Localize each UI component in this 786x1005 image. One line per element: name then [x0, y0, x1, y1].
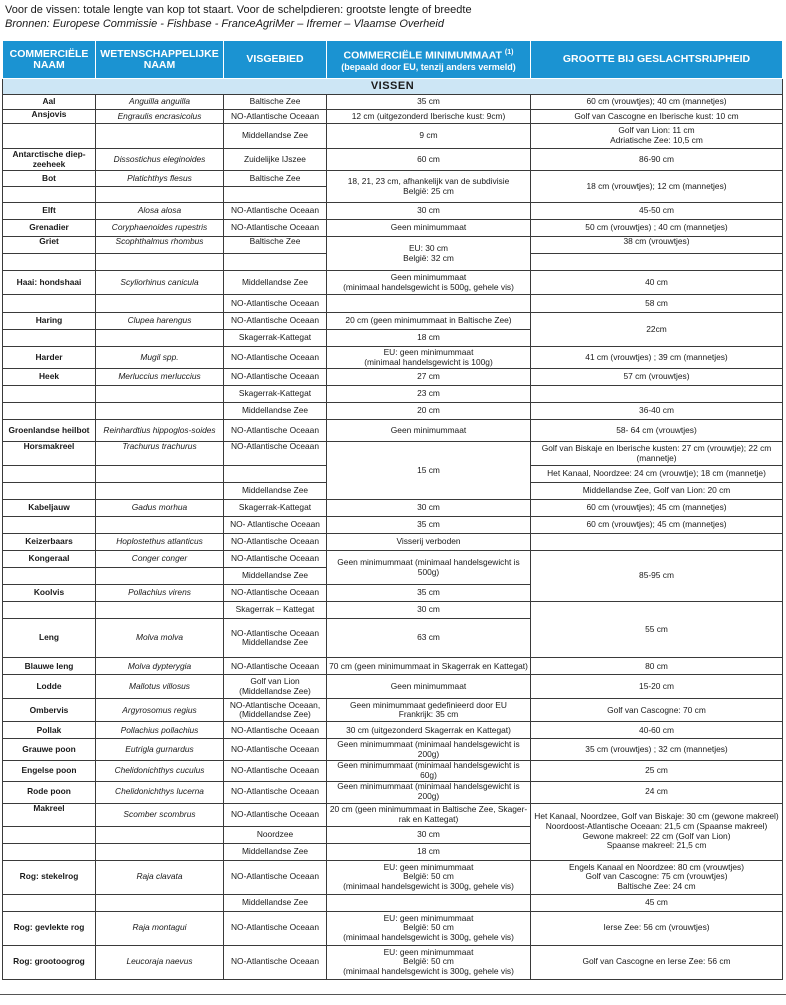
cell-scientific-name: Scomber scombrus: [96, 803, 224, 826]
cell-scientific-name: Molva dypterygia: [96, 658, 224, 675]
cell-minimum-size: 27 cm: [327, 369, 531, 386]
cell-fishing-area: Middellandse Zee: [224, 894, 327, 911]
cell-commercial-name: [3, 187, 96, 203]
cell-commercial-name: Haai: hondshaai: [3, 271, 96, 295]
cell-maturity-size: 24 cm: [531, 781, 783, 803]
cell-maturity-size: 35 cm (vrouwtjes) ; 32 cm (mannetjes): [531, 739, 783, 761]
cell-commercial-name: Groenlandse heilbot: [3, 420, 96, 442]
cell-scientific-name: [96, 254, 224, 271]
cell-minimum-size: EU: geen minimummaat België: 50 cm (minimaal handelsgewicht is 300g, gehele vis): [327, 911, 531, 945]
cell-scientific-name: [96, 894, 224, 911]
cell-commercial-name: Rog: grootoogrog: [3, 945, 96, 979]
cell-minimum-size: 35 cm: [327, 517, 531, 534]
cell-commercial-name: Horsmakreel: [3, 442, 96, 466]
intro-line-measure: Voor de vissen: totale lengte van kop tot staart. Voor de schelpdieren: grootste lengte of breedte: [5, 4, 472, 16]
cell-commercial-name: [3, 826, 96, 843]
cell-maturity-size: 86-90 cm: [531, 149, 783, 171]
cell-maturity-size: 25 cm: [531, 761, 783, 781]
cell-maturity-size: Golf van Biskaje en Iberische kusten: 27 cm (vrouwtje); 22 cm (mannetje): [531, 442, 783, 466]
header-fishing-area: VISGEBIED: [224, 41, 327, 79]
cell-minimum-size: 30 cm: [327, 500, 531, 517]
cell-minimum-size: 30 cm: [327, 826, 531, 843]
cell-fishing-area: Middellandse Zee: [224, 483, 327, 500]
cell-scientific-name: Trachurus trachurus: [96, 442, 224, 466]
cell-minimum-size: EU: geen minimummaat (minimaal handelsgewicht is 100g): [327, 347, 531, 369]
table-row: [3, 602, 783, 619]
table-row: [3, 739, 783, 761]
cell-commercial-name: [3, 466, 96, 483]
table-row: [3, 403, 783, 420]
cell-maturity-size: Golf van Cascogne: 70 cm: [531, 699, 783, 722]
cell-minimum-size: 18 cm: [327, 330, 531, 347]
fish-size-table: [2, 40, 783, 980]
table-row: [3, 220, 783, 237]
cell-fishing-area: NO-Atlantische Oceaan: [224, 203, 327, 220]
cell-maturity-size: 15-20 cm: [531, 675, 783, 699]
cell-commercial-name: Ombervis: [3, 699, 96, 722]
table-row: [3, 675, 783, 699]
cell-maturity-size: 45-50 cm: [531, 203, 783, 220]
cell-commercial-name: [3, 124, 96, 149]
cell-commercial-name: [3, 843, 96, 860]
cell-minimum-size: EU: geen minimummaat België: 50 cm (minimaal handelsgewicht is 300g, gehele vis): [327, 860, 531, 894]
cell-commercial-name: Rog: gevlekte rog: [3, 911, 96, 945]
cell-commercial-name: Rode poon: [3, 781, 96, 803]
cell-minimum-size: 18, 21, 23 cm, afhankelijk van de subdivisie België: 25 cm: [327, 171, 531, 203]
cell-minimum-size: 70 cm (geen minimummaat in Skagerrak en Kattegat): [327, 658, 531, 675]
cell-commercial-name: Lodde: [3, 675, 96, 699]
table-row: [3, 860, 783, 894]
cell-scientific-name: Conger conger: [96, 551, 224, 568]
cell-scientific-name: Reinhardtius hippoglos-soides: [96, 420, 224, 442]
table-row: [3, 945, 783, 979]
cell-fishing-area: Golf van Lion (Middellandse Zee): [224, 675, 327, 699]
cell-fishing-area: NO-Atlantische Oceaan, (Middellandse Zee): [224, 699, 327, 722]
cell-scientific-name: [96, 187, 224, 203]
cell-fishing-area: NO-Atlantische Oceaan: [224, 781, 327, 803]
cell-maturity-size: 45 cm: [531, 894, 783, 911]
section-row: [3, 79, 783, 95]
header-maturity-size: GROOTTE BIJ GESLACHTSRIJPHEID: [531, 41, 783, 79]
cell-maturity-size: Ierse Zee: 56 cm (vrouwtjes): [531, 911, 783, 945]
cell-minimum-size: 63 cm: [327, 619, 531, 658]
cell-fishing-area: NO-Atlantische Oceaan: [224, 585, 327, 602]
cell-minimum-size: Geen minimummaat: [327, 420, 531, 442]
cell-maturity-size: Middellandse Zee, Golf van Lion: 20 cm: [531, 483, 783, 500]
cell-scientific-name: [96, 124, 224, 149]
cell-commercial-name: Rog: stekelrog: [3, 860, 96, 894]
cell-minimum-size: Geen minimummaat (minimaal handelsgewicht is 500g, gehele vis): [327, 271, 531, 295]
bottom-divider: [0, 994, 786, 995]
cell-maturity-size: Golf van Cascogne en Iberische kust: 10 cm: [531, 110, 783, 124]
cell-fishing-area: NO-Atlantische Oceaan: [224, 220, 327, 237]
cell-maturity-size: 85-95 cm: [531, 551, 783, 602]
cell-scientific-name: Pollachius virens: [96, 585, 224, 602]
cell-scientific-name: Merluccius merluccius: [96, 369, 224, 386]
cell-fishing-area: Noordzee: [224, 826, 327, 843]
table-row: [3, 295, 783, 313]
cell-maturity-size: 58 cm: [531, 295, 783, 313]
cell-fishing-area: NO-Atlantische Oceaan: [224, 313, 327, 330]
cell-maturity-size: 55 cm: [531, 602, 783, 658]
cell-fishing-area: NO-Atlantische Oceaan: [224, 442, 327, 466]
cell-fishing-area: NO-Atlantische Oceaan: [224, 347, 327, 369]
cell-fishing-area: NO-Atlantische Oceaan: [224, 295, 327, 313]
cell-fishing-area: Skagerrak-Kattegat: [224, 386, 327, 403]
table-row: [3, 149, 783, 171]
table-row: [3, 781, 783, 803]
cell-maturity-size: 60 cm (vrouwtjes); 45 cm (mannetjes): [531, 517, 783, 534]
cell-minimum-size: EU: geen minimummaat België: 50 cm (minimaal handelsgewicht is 300g, gehele vis): [327, 945, 531, 979]
table-row: [3, 551, 783, 568]
cell-scientific-name: [96, 602, 224, 619]
cell-fishing-area: NO-Atlantische Oceaan: [224, 911, 327, 945]
cell-maturity-size: 36-40 cm: [531, 403, 783, 420]
cell-minimum-size: 12 cm (uitgezonderd Iberische kust: 9cm): [327, 110, 531, 124]
cell-minimum-size: 20 cm: [327, 403, 531, 420]
cell-fishing-area: NO-Atlantische Oceaan: [224, 658, 327, 675]
cell-commercial-name: Bot: [3, 171, 96, 187]
intro-text: [5, 3, 472, 31]
cell-maturity-size: Golf van Cascogne en Ierse Zee: 56 cm: [531, 945, 783, 979]
cell-minimum-size: Geen minimummaat (minimaal handelsgewicht is 200g): [327, 781, 531, 803]
cell-maturity-size: 80 cm: [531, 658, 783, 675]
cell-scientific-name: Chelidonichthys lucerna: [96, 781, 224, 803]
cell-scientific-name: Mugil spp.: [96, 347, 224, 369]
cell-maturity-size: [531, 386, 783, 403]
cell-scientific-name: Coryphaenoides rupestris: [96, 220, 224, 237]
cell-fishing-area: NO-Atlantische Oceaan: [224, 722, 327, 739]
cell-scientific-name: [96, 386, 224, 403]
table-row: [3, 658, 783, 675]
cell-scientific-name: [96, 466, 224, 483]
cell-fishing-area: Middellandse Zee: [224, 403, 327, 420]
table-row: [3, 124, 783, 149]
cell-maturity-size: Het Kanaal, Noordzee, Golf van Biskaje: 30 cm (gewone makreel) Noordoost-Atlantische Oceaan: 21,5 cm (Spaanse makreel) Gewone makreel: 22 cm (Golf van Lion) Spaanse makreel: 21,5 cm: [531, 803, 783, 860]
table-row: [3, 237, 783, 254]
cell-commercial-name: Engelse poon: [3, 761, 96, 781]
cell-scientific-name: [96, 295, 224, 313]
cell-minimum-size: 20 cm (geen minimummaat in Baltische Zee): [327, 313, 531, 330]
cell-commercial-name: Grenadier: [3, 220, 96, 237]
cell-fishing-area: Middellandse Zee: [224, 124, 327, 149]
cell-fishing-area: Zuidelijke IJszee: [224, 149, 327, 171]
cell-scientific-name: [96, 330, 224, 347]
cell-minimum-size: Geen minimummaat gedefinieerd door EU Frankrijk: 35 cm: [327, 699, 531, 722]
table-row: [3, 442, 783, 466]
cell-commercial-name: Ansjovis: [3, 110, 96, 124]
cell-scientific-name: Engraulis encrasicolus: [96, 110, 224, 124]
table-row: [3, 110, 783, 124]
cell-minimum-size: 35 cm: [327, 95, 531, 110]
cell-minimum-size: [327, 295, 531, 313]
header-commercial-name: COMMERCIËLE NAAM: [3, 41, 96, 79]
cell-maturity-size: 41 cm (vrouwtjes) ; 39 cm (mannetjes): [531, 347, 783, 369]
cell-scientific-name: Raja montagui: [96, 911, 224, 945]
cell-minimum-size: 20 cm (geen minimummaat in Baltische Zee, Skager- rak en Kattegat): [327, 803, 531, 826]
cell-commercial-name: [3, 254, 96, 271]
cell-scientific-name: [96, 483, 224, 500]
table-row: [3, 203, 783, 220]
cell-commercial-name: [3, 894, 96, 911]
cell-fishing-area: Middellandse Zee: [224, 568, 327, 585]
cell-minimum-size: 35 cm: [327, 585, 531, 602]
cell-minimum-size: 9 cm: [327, 124, 531, 149]
table-header-row: [3, 41, 783, 79]
cell-minimum-size: 30 cm (uitgezonderd Skagerrak en Kattegat): [327, 722, 531, 739]
cell-fishing-area: NO-Atlantische Oceaan: [224, 551, 327, 568]
cell-commercial-name: [3, 386, 96, 403]
cell-commercial-name: Heek: [3, 369, 96, 386]
header-minimum-size-label: COMMERCIËLE MINIMUMMAAT: [343, 49, 502, 62]
table-body: [3, 79, 783, 980]
cell-commercial-name: Haring: [3, 313, 96, 330]
cell-scientific-name: Dissostichus eleginoides: [96, 149, 224, 171]
cell-scientific-name: [96, 843, 224, 860]
cell-commercial-name: Blauwe leng: [3, 658, 96, 675]
cell-minimum-size: Geen minimummaat (minimaal handelsgewicht is 200g): [327, 739, 531, 761]
cell-commercial-name: Koolvis: [3, 585, 96, 602]
cell-minimum-size: Geen minimummaat: [327, 675, 531, 699]
cell-maturity-size: 22cm: [531, 313, 783, 347]
cell-minimum-size: 30 cm: [327, 203, 531, 220]
header-minimum-size-footnote: (1): [504, 49, 514, 57]
cell-fishing-area: Baltische Zee: [224, 95, 327, 110]
cell-fishing-area: NO-Atlantische Oceaan: [224, 945, 327, 979]
cell-scientific-name: Molva molva: [96, 619, 224, 658]
cell-commercial-name: Leng: [3, 619, 96, 658]
cell-fishing-area: Middellandse Zee: [224, 843, 327, 860]
cell-minimum-size: 15 cm: [327, 442, 531, 500]
cell-scientific-name: Raja clavata: [96, 860, 224, 894]
cell-fishing-area: NO- Atlantische Oceaan: [224, 517, 327, 534]
cell-fishing-area: Skagerrak-Kattegat: [224, 500, 327, 517]
cell-scientific-name: [96, 568, 224, 585]
table-row: [3, 803, 783, 826]
cell-commercial-name: [3, 602, 96, 619]
cell-maturity-size: 40-60 cm: [531, 722, 783, 739]
cell-commercial-name: Griet: [3, 237, 96, 254]
cell-scientific-name: [96, 826, 224, 843]
cell-minimum-size: Geen minimummaat (minimaal handelsgewicht is 60g): [327, 761, 531, 781]
cell-maturity-size: [531, 254, 783, 271]
table-row: [3, 534, 783, 551]
cell-scientific-name: Gadus morhua: [96, 500, 224, 517]
table-row: [3, 500, 783, 517]
cell-fishing-area: Skagerrak-Kattegat: [224, 330, 327, 347]
cell-fishing-area: [224, 187, 327, 203]
cell-fishing-area: NO-Atlantische Oceaan: [224, 534, 327, 551]
cell-commercial-name: [3, 295, 96, 313]
table-row: [3, 95, 783, 110]
table-row: [3, 722, 783, 739]
cell-commercial-name: [3, 568, 96, 585]
cell-commercial-name: Harder: [3, 347, 96, 369]
cell-scientific-name: Platichthys flesus: [96, 171, 224, 187]
cell-commercial-name: Aal: [3, 95, 96, 110]
cell-scientific-name: Eutrigla gurnardus: [96, 739, 224, 761]
cell-maturity-size: 38 cm (vrouwtjes): [531, 237, 783, 254]
table-row: [3, 420, 783, 442]
cell-scientific-name: Clupea harengus: [96, 313, 224, 330]
cell-fishing-area: NO-Atlantische Oceaan: [224, 420, 327, 442]
cell-maturity-size: 60 cm (vrouwtjes); 40 cm (mannetjes): [531, 95, 783, 110]
table-row: [3, 369, 783, 386]
cell-maturity-size: 57 cm (vrouwtjes): [531, 369, 783, 386]
section-label-fish: VISSEN: [3, 79, 783, 95]
cell-commercial-name: Elft: [3, 203, 96, 220]
cell-maturity-size: 18 cm (vrouwtjes); 12 cm (mannetjes): [531, 171, 783, 203]
cell-fishing-area: Middellandse Zee: [224, 271, 327, 295]
cell-maturity-size: Het Kanaal, Noordzee: 24 cm (vrouwtje); 18 cm (mannetje): [531, 466, 783, 483]
cell-commercial-name: Kongeraal: [3, 551, 96, 568]
cell-scientific-name: [96, 517, 224, 534]
table-row: [3, 894, 783, 911]
cell-minimum-size: Visserij verboden: [327, 534, 531, 551]
cell-minimum-size: 23 cm: [327, 386, 531, 403]
table-row: [3, 517, 783, 534]
cell-scientific-name: Scophthalmus rhombus: [96, 237, 224, 254]
table-row: [3, 911, 783, 945]
table-row: [3, 313, 783, 330]
cell-maturity-size: 50 cm (vrouwtjes) ; 40 cm (mannetjes): [531, 220, 783, 237]
intro-line-sources: Bronnen: Europese Commissie - Fishbase - FranceAgriMer – Ifremer – Vlaamse Overheid: [5, 18, 444, 30]
cell-scientific-name: Mallotus villosus: [96, 675, 224, 699]
cell-fishing-area: NO-Atlantische Oceaan: [224, 739, 327, 761]
header-minimum-size: [327, 41, 531, 79]
cell-minimum-size: 18 cm: [327, 843, 531, 860]
cell-scientific-name: Chelidonichthys cuculus: [96, 761, 224, 781]
cell-scientific-name: Hoplostethus atlanticus: [96, 534, 224, 551]
table-row: [3, 699, 783, 722]
cell-scientific-name: Alosa alosa: [96, 203, 224, 220]
cell-minimum-size: Geen minimummaat: [327, 220, 531, 237]
cell-fishing-area: NO-Atlantische Oceaan Middellandse Zee: [224, 619, 327, 658]
table-row: [3, 347, 783, 369]
cell-fishing-area: Skagerrak – Kattegat: [224, 602, 327, 619]
cell-fishing-area: Baltische Zee: [224, 237, 327, 254]
table-row: [3, 271, 783, 295]
cell-maturity-size: [531, 534, 783, 551]
cell-maturity-size: 40 cm: [531, 271, 783, 295]
cell-maturity-size: Engels Kanaal en Noordzee: 80 cm (vrouwtjes) Golf van Cascogne: 75 cm (vrouwtjes) Baltische Zee: 24 cm: [531, 860, 783, 894]
cell-fishing-area: NO-Atlantische Oceaan: [224, 803, 327, 826]
cell-fishing-area: Baltische Zee: [224, 171, 327, 187]
table-row: [3, 171, 783, 187]
cell-commercial-name: Kabeljauw: [3, 500, 96, 517]
table-row: [3, 386, 783, 403]
cell-fishing-area: NO-Atlantische Oceaan: [224, 761, 327, 781]
cell-scientific-name: Leucoraja naevus: [96, 945, 224, 979]
cell-scientific-name: Anguilla anguilla: [96, 95, 224, 110]
cell-commercial-name: Makreel: [3, 803, 96, 826]
cell-fishing-area: NO-Atlantische Oceaan: [224, 860, 327, 894]
cell-commercial-name: [3, 403, 96, 420]
cell-maturity-size: 60 cm (vrouwtjes); 45 cm (mannetjes): [531, 500, 783, 517]
cell-minimum-size: EU: 30 cm België: 32 cm: [327, 237, 531, 271]
cell-maturity-size: 58- 64 cm (vrouwtjes): [531, 420, 783, 442]
cell-scientific-name: [96, 403, 224, 420]
cell-commercial-name: [3, 330, 96, 347]
table-row: [3, 761, 783, 781]
header-scientific-name: WETENSCHAPPELIJKE NAAM: [96, 41, 224, 79]
header-minimum-size-note: (bepaald door EU, tenzij anders vermeld): [341, 61, 516, 72]
cell-commercial-name: Grauwe poon: [3, 739, 96, 761]
cell-maturity-size: Golf van Lion: 11 cm Adriatische Zee: 10,5 cm: [531, 124, 783, 149]
cell-scientific-name: Argyrosomus regius: [96, 699, 224, 722]
cell-fishing-area: [224, 466, 327, 483]
cell-minimum-size: [327, 894, 531, 911]
cell-scientific-name: Pollachius pollachius: [96, 722, 224, 739]
cell-minimum-size: 30 cm: [327, 602, 531, 619]
cell-fishing-area: NO-Atlantische Oceaan: [224, 369, 327, 386]
cell-scientific-name: Scyliorhinus canicula: [96, 271, 224, 295]
cell-fishing-area: NO-Atlantische Oceaan: [224, 110, 327, 124]
cell-commercial-name: [3, 483, 96, 500]
cell-fishing-area: [224, 254, 327, 271]
cell-minimum-size: 60 cm: [327, 149, 531, 171]
cell-commercial-name: Keizerbaars: [3, 534, 96, 551]
cell-commercial-name: Pollak: [3, 722, 96, 739]
cell-commercial-name: [3, 517, 96, 534]
cell-commercial-name: Antarctische diep-zeeheek: [3, 149, 96, 171]
cell-minimum-size: Geen minimummaat (minimaal handelsgewicht is 500g): [327, 551, 531, 585]
